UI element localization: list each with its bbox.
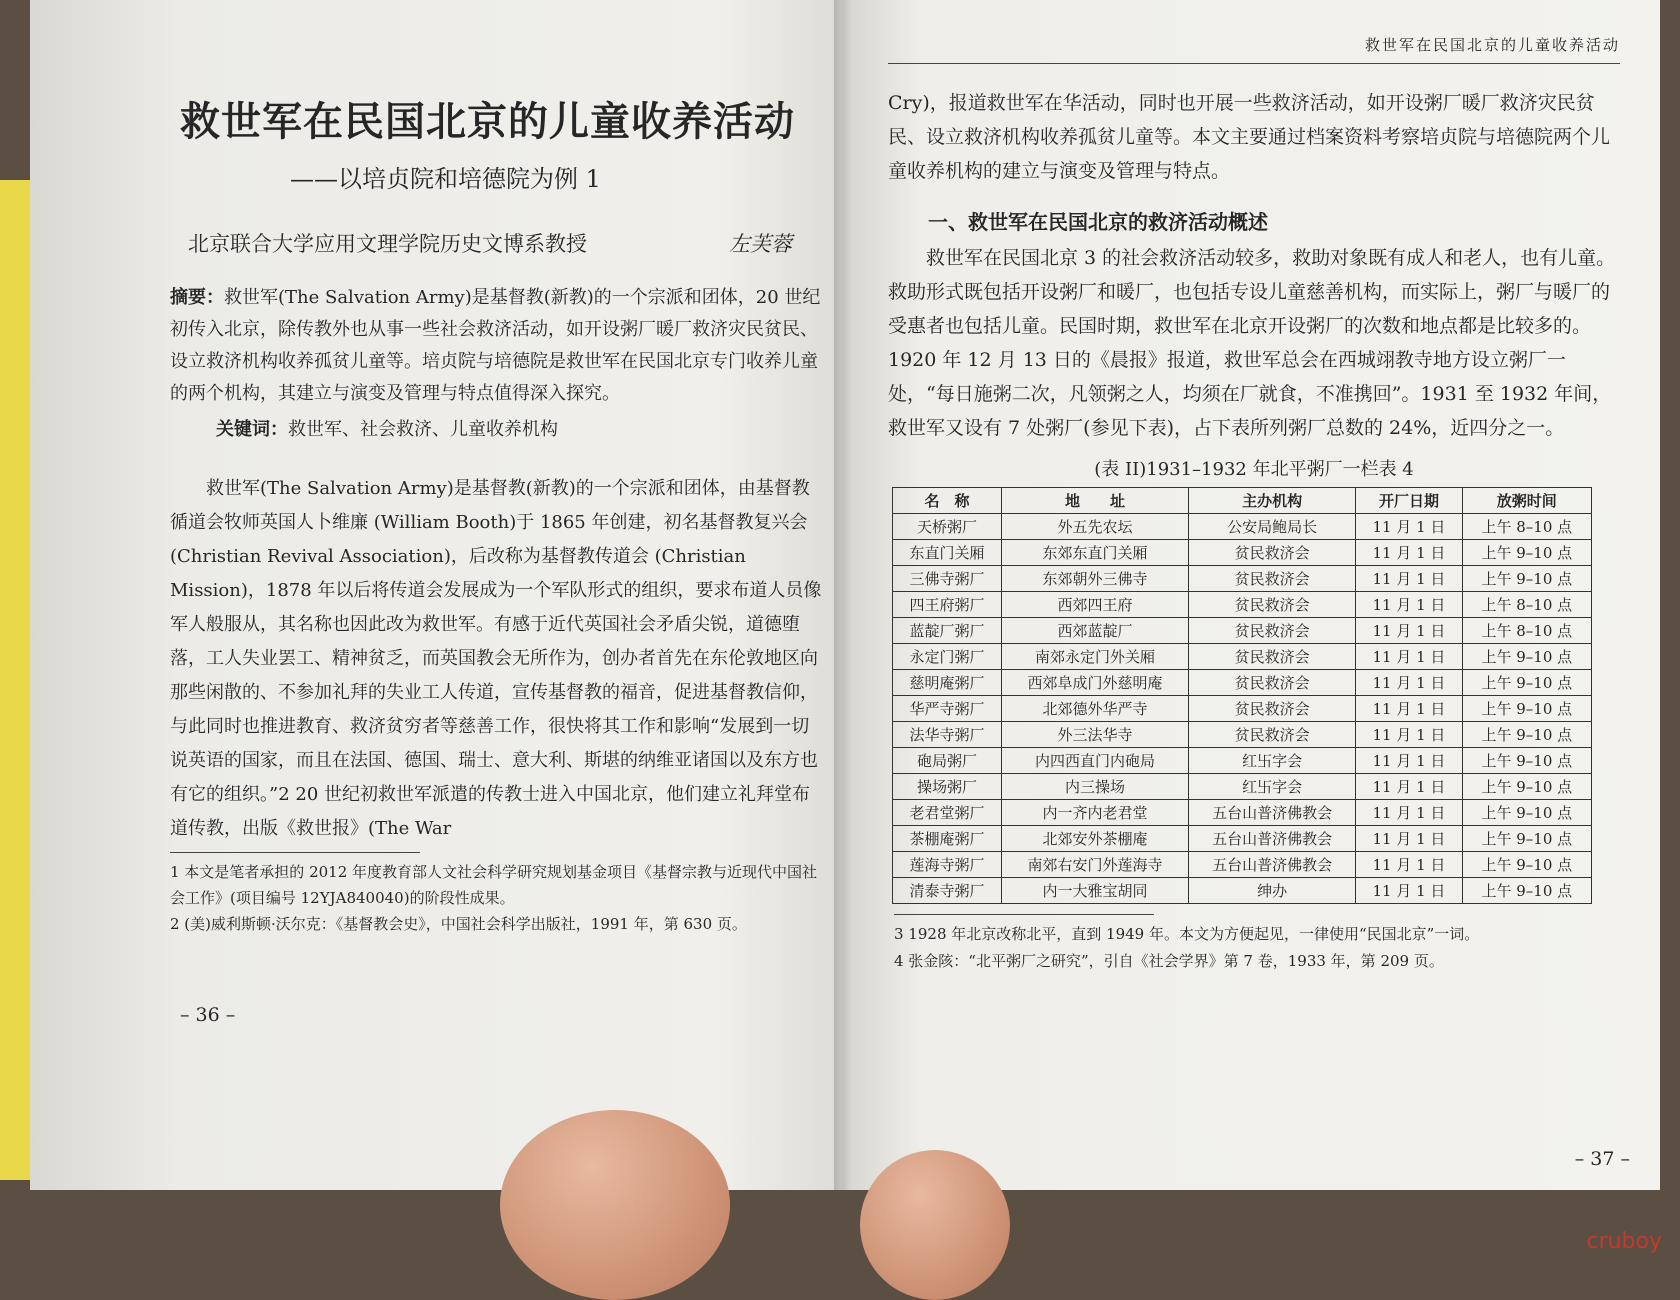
body-paragraph: 救世军(The Salvation Army)是基督教(新教)的一个宗派和团体，由基督教循道会牧师英国人卜维廉 (William Booth)于 1865 年创建，初名基督教复兴会 (Christian Revival Association)，后改称为基督教传道会 (Christian Mission)，1878 年以后将传道会发展成为一个军队形式的组织，要求布道人员像军人般服从，其名称也因此改为救世军。有感于近代英国社会矛盾尖锐，道德堕落，工人失业罢工、精神贫乏，而英国教会无所作为，创办者首先在东伦敦地区向那些闲散的、不参加礼拜的失业工人传道，宣传基督教的福音，促进基督教信仰，与此同时也推进教育、救济贫穷者等慈善工作，很快将其工作和影响“发展到一切说英语的国家，而且在法国、德国、瑞士、意大利、斯堪的纳维亚诸国以及东方也有它的组织。”2 20 世纪初救世军派遣的传教士进入中国北京，他们建立礼拜堂布道传教，出版《救世报》(The War	[170, 478, 822, 839]
table-cell: 11 月 1 日	[1356, 540, 1462, 566]
table-cell: 西郊蓝靛厂	[1002, 618, 1189, 644]
col-header: 主办机构	[1188, 488, 1355, 514]
table-row	[893, 566, 1592, 592]
author-affiliation: 北京联合大学应用文理学院历史文博系教授	[188, 232, 587, 256]
table-cell: 贫民救济会	[1188, 696, 1355, 722]
table-row	[893, 696, 1592, 722]
table-cell: 上午 9–10 点	[1462, 800, 1591, 826]
table-cell: 上午 9–10 点	[1462, 566, 1591, 592]
table-row	[893, 540, 1592, 566]
table-cell: 华严寺粥厂	[893, 696, 1002, 722]
table-cell: 西郊四王府	[1002, 592, 1189, 618]
table-cell: 上午 8–10 点	[1462, 514, 1591, 540]
table-row	[893, 592, 1592, 618]
abstract-label: 摘要：	[170, 287, 224, 308]
table-cell: 三佛寺粥厂	[893, 566, 1002, 592]
col-header: 放粥时间	[1462, 488, 1591, 514]
table-cell: 内三操场	[1002, 774, 1189, 800]
table-cell: 上午 9–10 点	[1462, 774, 1591, 800]
footnote-divider	[170, 852, 420, 853]
table-cell: 11 月 1 日	[1356, 722, 1462, 748]
table-cell: 上午 9–10 点	[1462, 826, 1591, 852]
table-cell: 五台山普济佛教会	[1188, 826, 1355, 852]
table-cell: 内四西直门内砲局	[1002, 748, 1189, 774]
table-cell: 外三法华寺	[1002, 722, 1189, 748]
table-cell: 11 月 1 日	[1356, 696, 1462, 722]
table-cell: 南郊右安门外莲海寺	[1002, 852, 1189, 878]
table-row	[893, 826, 1592, 852]
table-cell: 法华寺粥厂	[893, 722, 1002, 748]
table-row	[893, 774, 1592, 800]
table-caption: (表 II)1931–1932 年北平粥厂一栏表 4	[1094, 459, 1414, 480]
author-line	[188, 228, 822, 258]
table-cell: 贫民救济会	[1188, 566, 1355, 592]
footnote-4: 4 张金陔：“北平粥厂之研究”，引自《社会学界》第 7 卷，1933 年，第 209 页。	[894, 952, 1444, 970]
author-name: 左芙蓉	[729, 232, 792, 256]
table-cell: 贫民救济会	[1188, 592, 1355, 618]
abstract	[170, 282, 822, 410]
table-cell: 老君堂粥厂	[893, 800, 1002, 826]
table-cell: 天桥粥厂	[893, 514, 1002, 540]
thumb-right	[860, 1150, 1010, 1300]
table-cell: 上午 9–10 点	[1462, 878, 1591, 904]
article-subtitle: ——以培贞院和培德院为例 1	[290, 165, 601, 193]
abstract-text: 救世军(The Salvation Army)是基督教(新教)的一个宗派和团体，20 世纪初传入北京，除传教外也从事一些社会救济活动，如开设粥厂暖厂救济灾民贫民、设立救济机构收养孤贫儿童等。培贞院与培德院是救世军在民国北京专门收养儿童的两个机构，其建立与演变及管理与特点值得深入探究。	[170, 287, 821, 404]
table-cell: 莲海寺粥厂	[893, 852, 1002, 878]
keywords-text: 救世军、社会救济、儿童收养机构	[288, 419, 558, 440]
table-cell: 11 月 1 日	[1356, 800, 1462, 826]
table-cell: 上午 9–10 点	[1462, 696, 1591, 722]
table-cell: 11 月 1 日	[1356, 878, 1462, 904]
table-cell: 四王府粥厂	[893, 592, 1002, 618]
left-page	[30, 0, 842, 1190]
table-cell: 11 月 1 日	[1356, 644, 1462, 670]
table-cell: 慈明庵粥厂	[893, 670, 1002, 696]
table-cell: 蓝靛厂粥厂	[893, 618, 1002, 644]
thumb-left	[500, 1110, 730, 1300]
table-cell: 11 月 1 日	[1356, 618, 1462, 644]
table-row	[893, 514, 1592, 540]
table-cell: 11 月 1 日	[1356, 566, 1462, 592]
section-paragraph: 救世军在民国北京 3 的社会救济活动较多，救助对象既有成人和老人，也有儿童。救助形式既包括开设粥厂和暖厂，也包括专设儿童慈善机构，而实际上，粥厂与暖厂的受惠者也包括儿童。民国时期，救世军在北京开设粥厂的次数和地点都是比较多的。1920 年 12 月 13 日的《晨报》报道，救世军总会在西城翊教寺地方设立粥厂一处，“每日施粥二次，凡领粥之人，均须在厂就食，不准携回”。1931 至 1932 年间，救世军又设有 7 处粥厂(参见下表)，占下表所列粥厂总数的 24%，近四分之一。	[888, 247, 1616, 439]
page-number-left: – 36 –	[180, 1004, 236, 1026]
table-cell: 贫民救济会	[1188, 644, 1355, 670]
table-cell: 东直门关厢	[893, 540, 1002, 566]
watermark: cruboy	[1586, 1229, 1662, 1254]
porridge-factory-table	[892, 487, 1592, 904]
book-gutter	[834, 0, 852, 1190]
table-cell: 操场粥厂	[893, 774, 1002, 800]
table-cell: 五台山普济佛教会	[1188, 852, 1355, 878]
table-cell: 上午 9–10 点	[1462, 644, 1591, 670]
table-row	[893, 670, 1592, 696]
table-row	[893, 852, 1592, 878]
running-head: 救世军在民国北京的儿童收养活动	[888, 34, 1620, 64]
table-cell: 外五先农坛	[1002, 514, 1189, 540]
table-cell: 贫民救济会	[1188, 722, 1355, 748]
table-row	[893, 800, 1592, 826]
table-cell: 上午 9–10 点	[1462, 748, 1591, 774]
table-cell: 11 月 1 日	[1356, 774, 1462, 800]
table-cell: 上午 8–10 点	[1462, 618, 1591, 644]
table-cell: 五台山普济佛教会	[1188, 800, 1355, 826]
intro-paragraph: Cry)，报道救世军在华活动，同时也开展一些救济活动，如开设粥厂暖厂救济灾民贫民、设立救济机构收养孤贫儿童等。本文主要通过档案资料考察培贞院与培德院两个儿童收养机构的建立与演变及管理与特点。	[888, 92, 1611, 182]
section-heading: 一、救世军在民国北京的救济活动概述	[928, 210, 1268, 234]
table-cell: 东郊东直门关厢	[1002, 540, 1189, 566]
table-cell: 11 月 1 日	[1356, 852, 1462, 878]
table-cell: 茶棚庵粥厂	[893, 826, 1002, 852]
table-cell: 11 月 1 日	[1356, 592, 1462, 618]
col-header: 名 称	[893, 488, 1002, 514]
table-cell: 砲局粥厂	[893, 748, 1002, 774]
book-spread	[10, 0, 1670, 1230]
table-row	[893, 644, 1592, 670]
table-cell: 贫民救济会	[1188, 540, 1355, 566]
table-cell: 上午 9–10 点	[1462, 722, 1591, 748]
table-row	[893, 618, 1592, 644]
table-cell: 北郊安外茶棚庵	[1002, 826, 1189, 852]
table-body	[893, 514, 1592, 904]
table-cell: 11 月 1 日	[1356, 826, 1462, 852]
keywords	[216, 414, 822, 446]
table-cell: 上午 8–10 点	[1462, 592, 1591, 618]
table-cell: 西郊阜成门外慈明庵	[1002, 670, 1189, 696]
table-cell: 上午 9–10 点	[1462, 670, 1591, 696]
table-cell: 南郊永定门外关厢	[1002, 644, 1189, 670]
table-cell: 贫民救济会	[1188, 618, 1355, 644]
table-row	[893, 878, 1592, 904]
keywords-label: 关键词：	[216, 419, 288, 440]
table-cell: 内一齐内老君堂	[1002, 800, 1189, 826]
table-cell: 红卐字会	[1188, 748, 1355, 774]
footnote-divider	[894, 914, 1154, 915]
table-cell: 上午 9–10 点	[1462, 852, 1591, 878]
footnote-1: 1 本文是笔者承担的 2012 年度教育部人文社会科学研究规划基金项目《基督宗教与近现代中国社会工作》(项目编号 12YJA840040)的阶段性成果。	[170, 863, 818, 907]
table-cell: 贫民救济会	[1188, 670, 1355, 696]
footnote-2: 2 (美)威利斯顿·沃尔克：《基督教会史》，中国社会科学出版社，1991 年，第 630 页。	[170, 915, 747, 933]
table-cell: 11 月 1 日	[1356, 514, 1462, 540]
table-cell: 永定门粥厂	[893, 644, 1002, 670]
table-header-row	[893, 488, 1592, 514]
col-header: 地 址	[1002, 488, 1189, 514]
table-cell: 上午 9–10 点	[1462, 540, 1591, 566]
page-number-right: – 37 –	[1574, 1148, 1630, 1170]
table-cell: 11 月 1 日	[1356, 748, 1462, 774]
table-cell: 绅办	[1188, 878, 1355, 904]
table-cell: 公安局鲍局长	[1188, 514, 1355, 540]
table-row	[893, 748, 1592, 774]
table-cell: 11 月 1 日	[1356, 670, 1462, 696]
table-cell: 内一大雅宝胡同	[1002, 878, 1189, 904]
table-cell: 东郊朝外三佛寺	[1002, 566, 1189, 592]
table-cell: 红卐字会	[1188, 774, 1355, 800]
col-header: 开厂日期	[1356, 488, 1462, 514]
article-title: 救世军在民国北京的儿童收养活动	[180, 99, 795, 145]
right-page	[842, 0, 1660, 1190]
table-cell: 北郊德外华严寺	[1002, 696, 1189, 722]
table-cell: 清泰寺粥厂	[893, 878, 1002, 904]
table-row	[893, 722, 1592, 748]
footnote-3: 3 1928 年北京改称北平，直到 1949 年。本文为方便起见，一律使用“民国北京”一词。	[894, 925, 1480, 943]
